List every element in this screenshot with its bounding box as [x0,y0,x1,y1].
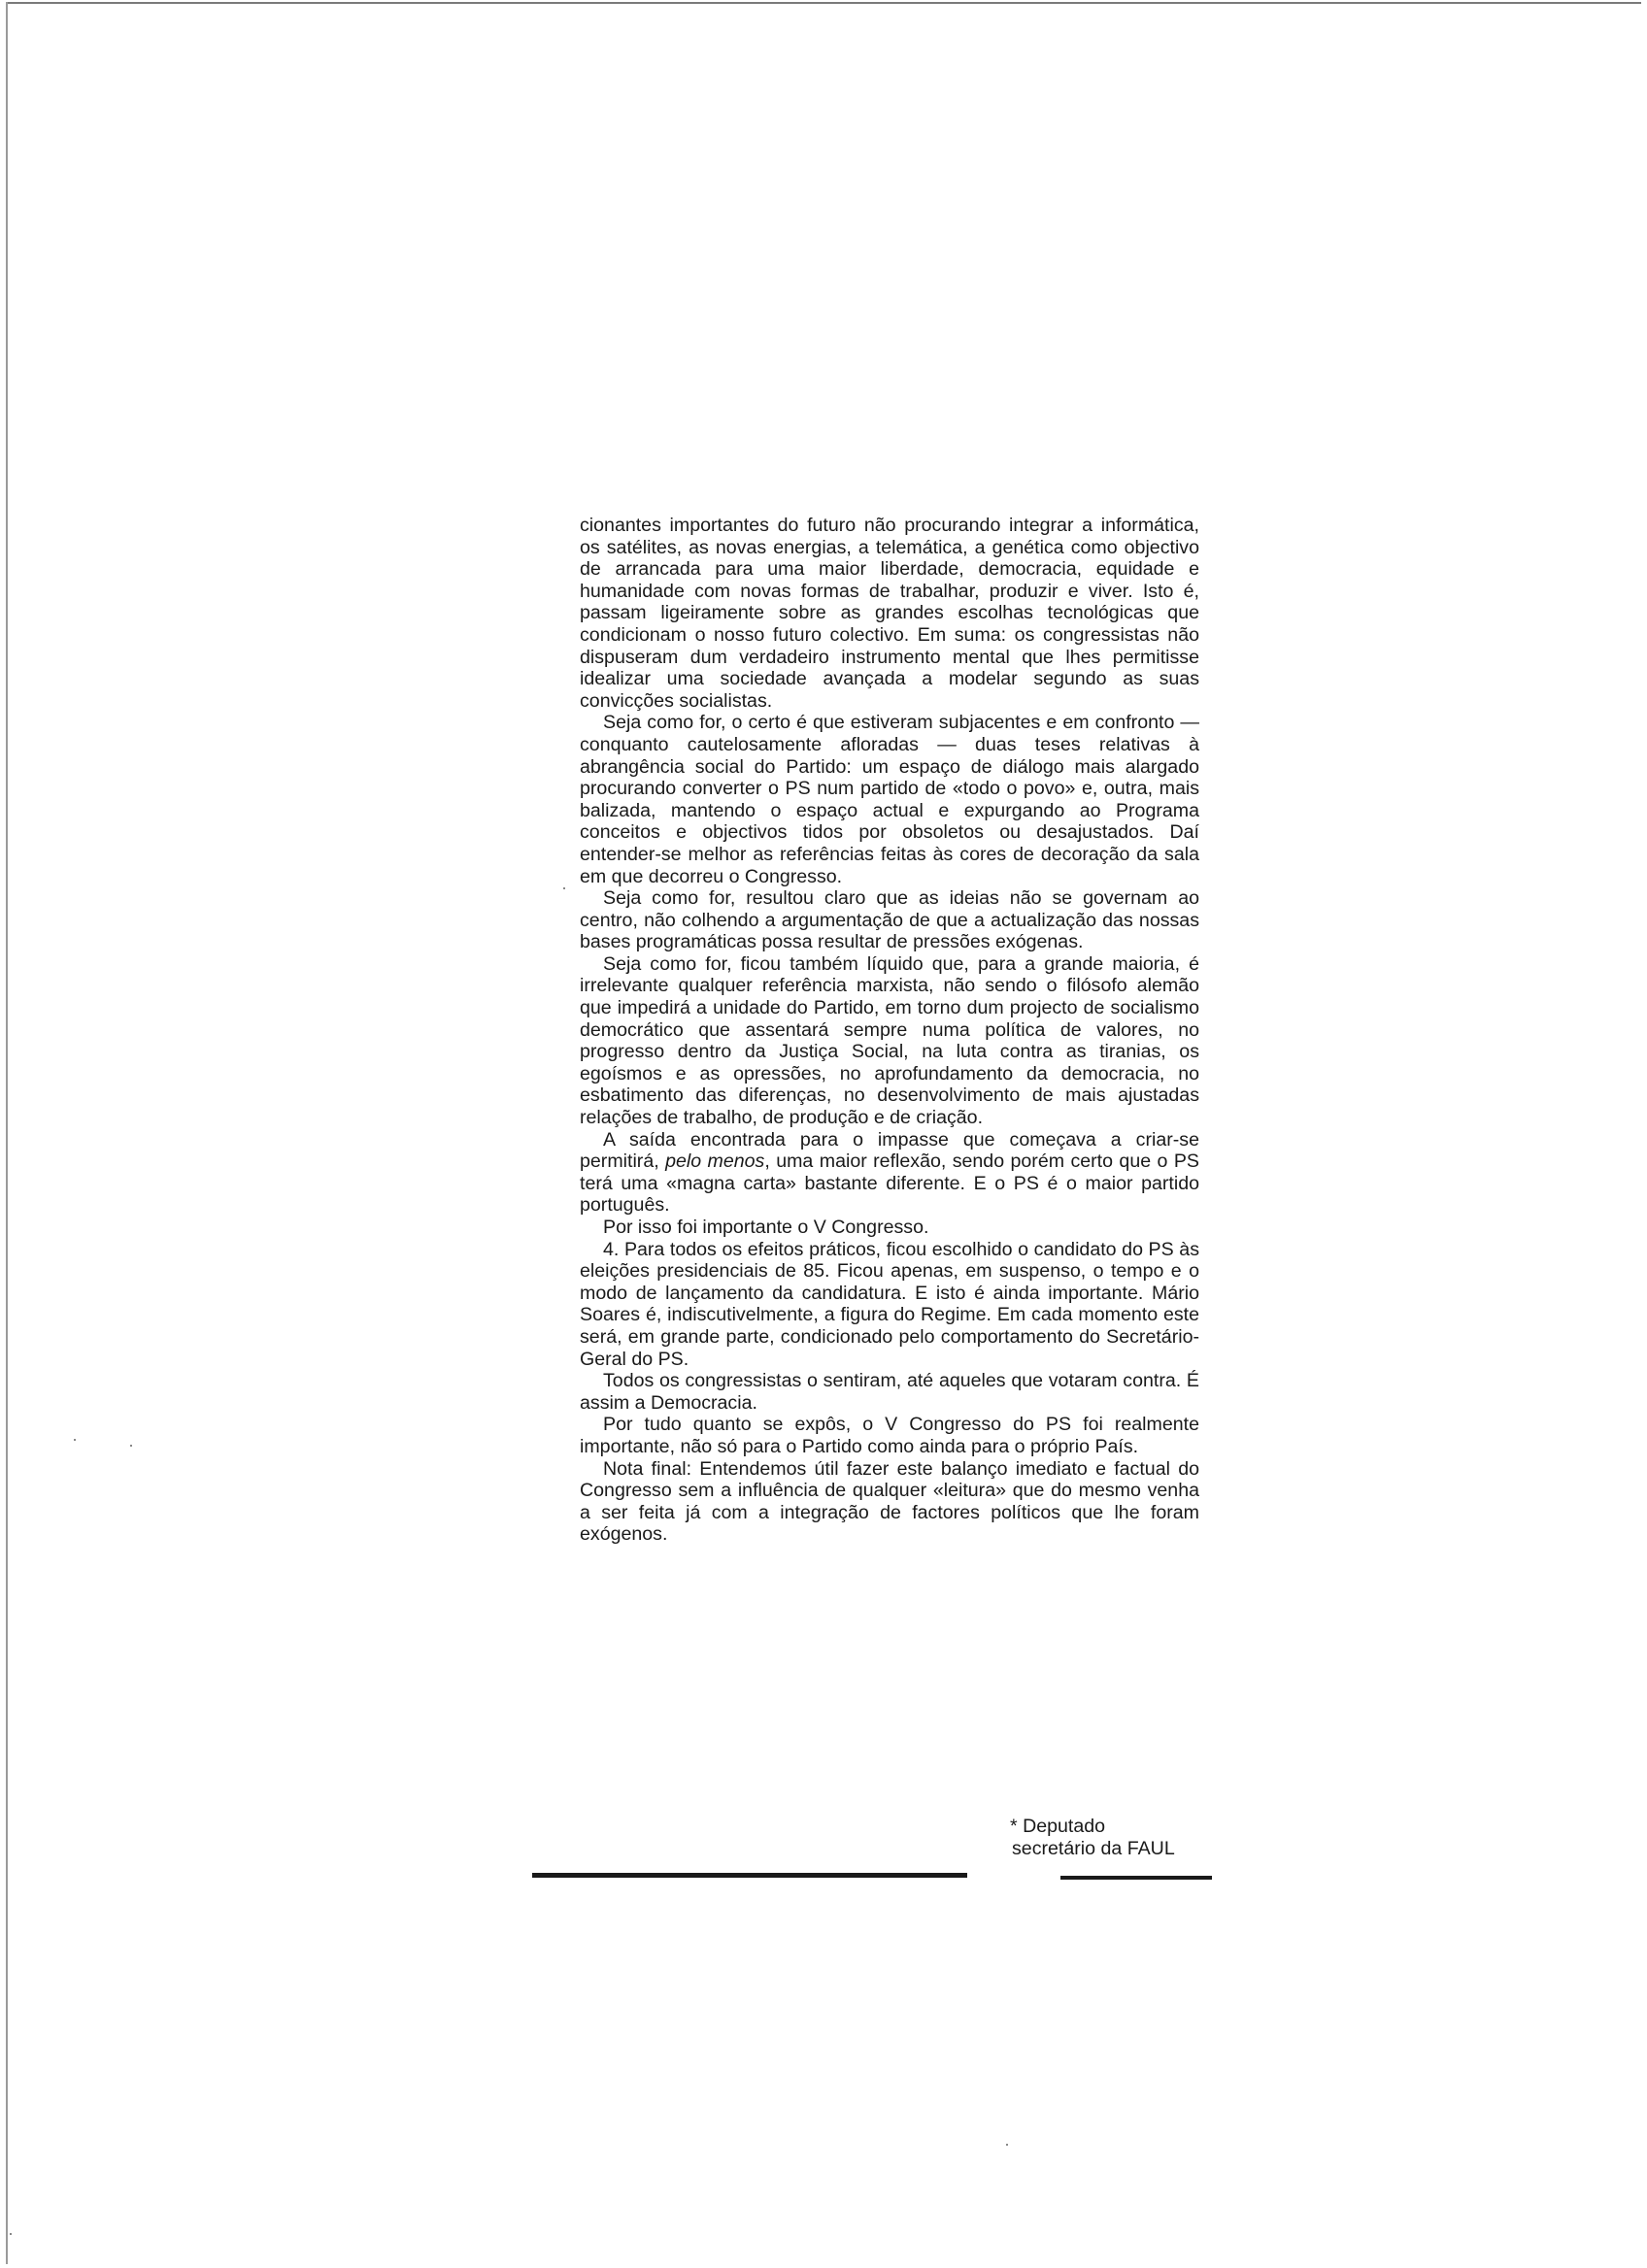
closing-rule-right [1060,1876,1212,1880]
article-paragraph: Todos os congressistas o sentiram, até aqueles que votaram contra. É assim a Democracia. [580,1370,1199,1414]
article-paragraph: Seja como for, ficou também líquido que, para a grande maioria, é irrelevante qualquer referência marxista, não sendo o filósofo alemão que impedirá a unidade do Partido, em torno dum projecto de socialismo democrático que assentará sempre numa política de valores, no progresso dentro da Justiça Social, na luta contra as tiranias, os egoísmos e as opressões, no aprofundamento da democracia, no esbatimento das diferenças, no desenvolvimento de mais ajustadas relações de trabalho, de produção e de criação. [580,952,1199,1129]
saida-text-after: , uma maior reflexão, sendo porém certo que o PS terá uma «magna carta» bastante diferente. E o PS é o maior partido português. [580,1151,1199,1217]
closing-rule-left [532,1873,967,1878]
scan-speck [10,2233,12,2235]
signature-line-role: secretário da FAUL [1012,1837,1175,1859]
article-paragraph: Por isso foi importante o V Congresso. [603,1217,929,1238]
article-paragraph: Por tudo quanto se expôs, o V Congresso do PS foi realmente importante, não só para o Partido como ainda para o próprio País. [580,1414,1199,1457]
signature-line-title: * Deputado [1010,1816,1106,1837]
author-signature [1010,1816,1175,1859]
page-frame-left [6,2,8,2264]
article-paragraph: cionantes importantes do futuro não procurando integrar a informática, os satélites, as novas energias, a telemática, a genética como objectivo de arrancada para uma maior liberdade, democracia, equidade e humanidade com novas formas de trabalhar, produzir e viver. Isto é, passam ligeiramente sobre as grandes escolhas tecnológicas que condicionam o nosso futuro colectivo. Em suma: os congressistas não dispuseram dum verdadeiro instrumento mental que lhes permitisse idealizar uma sociedade avançada a modelar segundo as suas convicções socialistas. [580,515,1199,712]
scan-speck [563,887,565,889]
scan-speck [130,1445,132,1447]
article-body [580,515,1199,1546]
saida-text-before: A saída encontrada para o impasse que começava a criar-se permitirá, [580,1128,1199,1173]
page-frame-top [6,2,1641,4]
article-paragraph: 4. Para todos os efeitos práticos, ficou escolhido o candidato do PS às eleições presidenciais de 85. Ficou apenas, em suspenso, o tempo e o modo de lançamento da candidatura. E isto é ainda importante. Mário Soares é, indiscutivelmente, a figura do Regime. Em cada momento este será, em grande parte, condicionado pelo comportamento do Secretário-Geral do PS. [580,1238,1199,1370]
article-paragraph: Seja como for, resultou claro que as ideias não se governam ao centro, não colhendo a argumentação de que a actualização das nossas bases programáticas possa resultar de pressões exógenas. [580,887,1199,953]
scan-speck [1006,2144,1008,2146]
saida-emphasis: pelo menos [665,1151,765,1173]
scan-speck [74,1439,76,1441]
article-paragraph-final-note: Nota final: Entendemos útil fazer este balanço imediato e factual do Congresso sem a influência de qualquer «leitura» que do mesmo venha a ser feita já com a integração de factores políticos que lhe foram exógenos. [580,1457,1199,1546]
article-paragraph: Seja como for, o certo é que estiveram subjacentes e em confronto — conquanto cautelosamente afloradas — duas teses relativas à abrangência social do Partido: um espaço de diálogo mais alargado procurando converter o PS num partido de «todo o povo» e, outra, mais balizada, mantendo o espaço actual e expurgando ao Programa conceitos e objectivos tidos por obsoletos ou desajustados. Daí entender-se melhor as referências feitas às cores de decoração da sala em que decorreu o Congresso. [580,712,1199,887]
article-paragraph-saida [580,1129,1199,1217]
